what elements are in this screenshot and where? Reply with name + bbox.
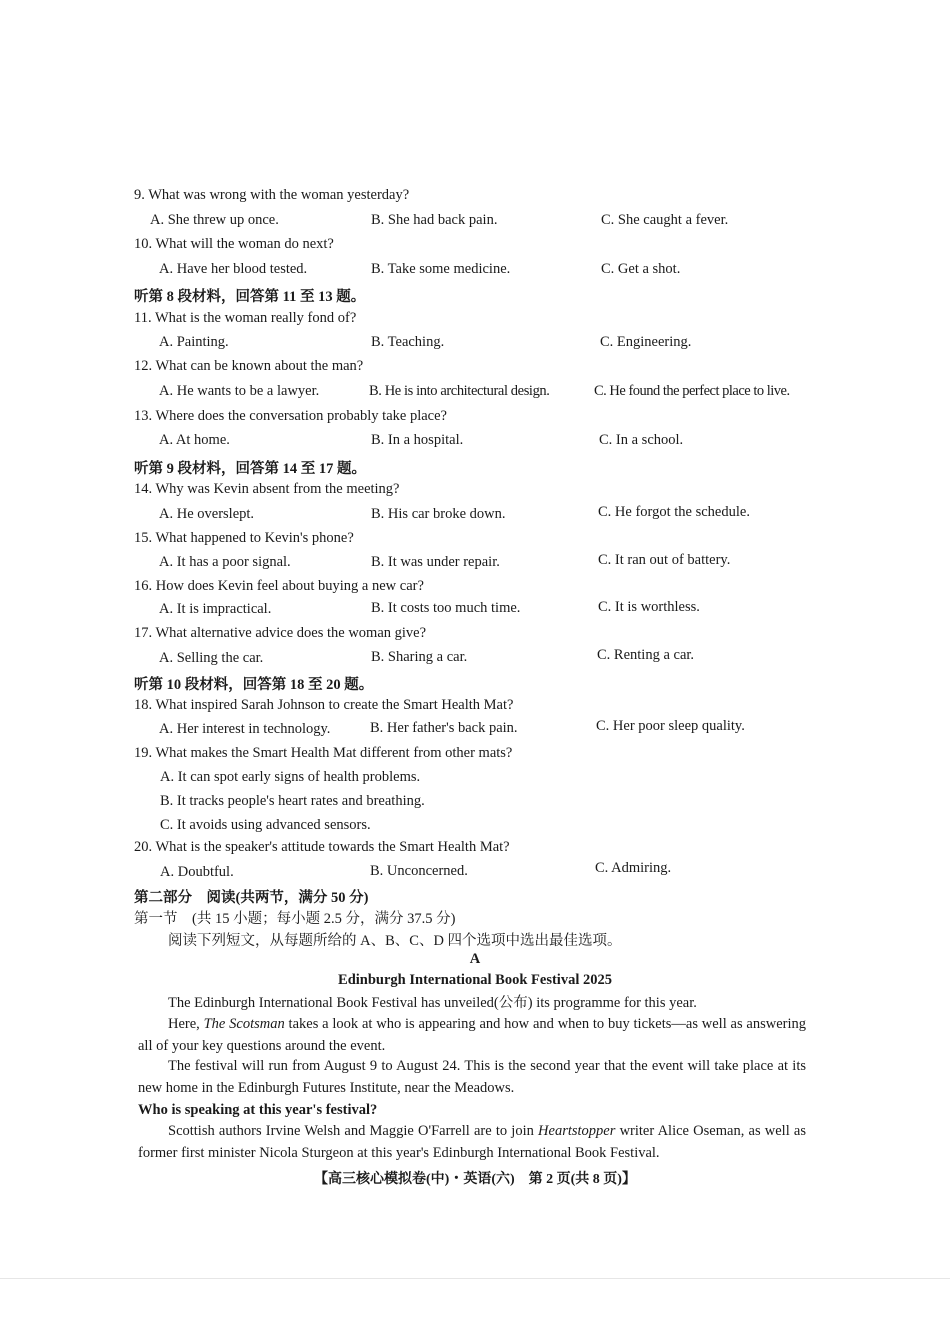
option-14c: C. He forgot the schedule. (598, 504, 750, 520)
option-10c: C. Get a shot. (601, 261, 681, 277)
option-17c: C. Renting a car. (597, 647, 695, 663)
question-16: 16. How does Kevin feel about buying a new car? (134, 578, 424, 594)
reading-instruction: 阅读下列短文，从每题所给的 A、B、C、D 四个选项中选出最佳选项。 (168, 933, 622, 949)
option-12c: C. He found the perfect place to live. (594, 383, 790, 399)
paragraph-4-rest: writer Alice Oseman, as well as former first minister Nicola Sturgeon at this year's Edinburgh International Book Festival. (138, 1123, 807, 1161)
passage-paragraph-2 (138, 1013, 806, 1057)
option-11c: C. Engineering. (600, 334, 692, 350)
section-header-10: 听第 10 段材料，回答第 18 至 20 题。 (134, 677, 374, 693)
question-14: 14. Why was Kevin absent from the meeting? (134, 481, 400, 497)
option-11a: A. Painting. (159, 334, 229, 350)
question-15: 15. What happened to Kevin's phone? (134, 530, 354, 546)
question-19: 19. What makes the Smart Health Mat different from other mats? (134, 745, 513, 761)
paragraph-4-start: Scottish authors Irvine Welsh and Maggie O'Farrell are to join (168, 1123, 539, 1139)
option-11b: B. Teaching. (371, 334, 445, 350)
question-18: 18. What inspired Sarah Johnson to create the Smart Health Mat? (134, 697, 514, 713)
book-name: Heartstopper (538, 1123, 616, 1139)
passage-paragraph-1: The Edinburgh International Book Festival has unveiled(公布) its programme for this year. (168, 995, 697, 1011)
passage-title: Edinburgh International Book Festival 2025 (338, 972, 612, 988)
paragraph-2-rest: takes a look at who is appearing and how and when to buy tickets—as well as answering all of your key questions around the event. (138, 1016, 807, 1054)
option-15c: C. It ran out of battery. (598, 552, 731, 568)
option-14b: B. His car broke down. (371, 506, 506, 522)
option-19a: A. It can spot early signs of health problems. (160, 769, 421, 785)
paragraph-2-start: Here, (168, 1016, 204, 1032)
question-17: 17. What alternative advice does the woman give? (134, 625, 427, 641)
section-header-9: 听第 9 段材料，回答第 14 至 17 题。 (134, 461, 366, 477)
option-18a: A. Her interest in technology. (159, 721, 331, 737)
option-13a: A. At home. (159, 432, 230, 448)
passage-paragraph-3: The festival will run from August 9 to August 24. This is the second year that the event will take place at its new home in the Edinburgh Futures Institute, near the Meadows. (138, 1058, 806, 1096)
passage-subheading: Who is speaking at this year's festival? (138, 1102, 378, 1118)
question-12: 12. What can be known about the man? (134, 358, 364, 374)
option-12a: A. He wants to be a lawyer. (159, 383, 320, 399)
option-10b: B. Take some medicine. (371, 261, 511, 277)
passage-letter: A (469, 951, 481, 967)
option-15b: B. It was under repair. (371, 554, 500, 570)
question-10: 10. What will the woman do next? (134, 236, 334, 252)
option-13b: B. In a hospital. (371, 432, 464, 448)
option-16a: A. It is impractical. (159, 601, 272, 617)
option-20a: A. Doubtful. (160, 864, 234, 880)
option-17a: A. Selling the car. (159, 650, 264, 666)
option-20c: C. Admiring. (595, 860, 672, 876)
section-header-8: 听第 8 段材料，回答第 11 至 13 题。 (134, 289, 366, 305)
page-edge-line (0, 1278, 950, 1279)
option-9b: B. She had back pain. (371, 212, 498, 228)
option-15a: A. It has a poor signal. (159, 554, 291, 570)
option-16c: C. It is worthless. (598, 599, 700, 615)
page-footer: 【高三核心模拟卷(中)・英语(六) 第 2 页(共 8 页)】 (314, 1172, 636, 1187)
option-10a: A. Have her blood tested. (159, 261, 308, 277)
option-9a: A. She threw up once. (150, 212, 279, 228)
newspaper-name: The Scotsman (203, 1016, 285, 1032)
option-19c: C. It avoids using advanced sensors. (160, 817, 371, 833)
option-13c: C. In a school. (599, 432, 684, 448)
question-9: 9. What was wrong with the woman yesterday? (134, 187, 410, 203)
option-20b: B. Unconcerned. (370, 863, 468, 879)
question-11: 11. What is the woman really fond of? (134, 310, 357, 326)
option-16b: B. It costs too much time. (371, 600, 521, 616)
option-19b: B. It tracks people's heart rates and breathing. (160, 793, 425, 809)
section1-title: 第一节 (共 15 小题；每小题 2.5 分，满分 37.5 分) (134, 911, 456, 927)
option-18c: C. Her poor sleep quality. (596, 718, 745, 734)
question-13: 13. Where does the conversation probably take place? (134, 408, 447, 424)
option-14a: A. He overslept. (159, 506, 255, 522)
passage-paragraph-4 (138, 1120, 806, 1164)
option-12b: B. He is into architectural design. (369, 383, 550, 399)
option-9c: C. She caught a fever. (601, 212, 729, 228)
option-17b: B. Sharing a car. (371, 649, 468, 665)
part2-title: 第二部分 阅读(共两节，满分 50 分) (134, 890, 369, 906)
question-20: 20. What is the speaker's attitude towards the Smart Health Mat? (134, 839, 510, 855)
option-18b: B. Her father's back pain. (370, 720, 518, 736)
